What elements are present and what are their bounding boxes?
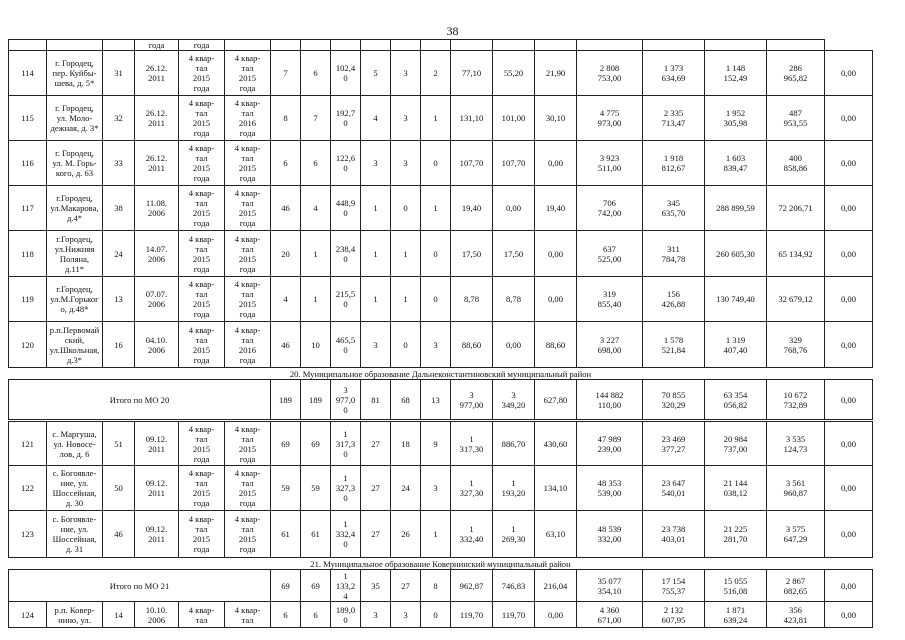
row-number: 121 [9, 422, 47, 466]
table-cell: 0,00 [535, 141, 577, 186]
table-cell: 3 [421, 322, 451, 368]
table-cell: 319 855,40 [577, 277, 643, 322]
table-cell: 1 317,3 0 [331, 422, 361, 466]
table-cell: 706 742,00 [577, 186, 643, 231]
table-cell: 33 [103, 141, 135, 186]
table-cell: 4 [271, 277, 301, 322]
table-cell: 23 738 403,01 [643, 511, 705, 558]
total-row-mo-20 [9, 380, 873, 420]
table-cell: года [179, 40, 225, 51]
table-cell [643, 40, 705, 51]
table-cell: 7 [301, 96, 331, 141]
table-cell: 192,7 0 [331, 96, 361, 141]
table-cell: 38 [103, 186, 135, 231]
table-cell: 4 квар- тал 2016 года [225, 322, 271, 368]
row-number: 120 [9, 322, 47, 368]
table-cell: 46 [103, 511, 135, 558]
table-cell: 27 [391, 570, 421, 602]
page-number: 38 [446, 24, 459, 38]
table-cell [103, 40, 135, 51]
table-cell: 6 [271, 141, 301, 186]
table-cell: 4 [361, 96, 391, 141]
table-cell: 35 077 354,10 [577, 570, 643, 602]
table-cell: 216,04 [535, 570, 577, 602]
table-cell [493, 40, 535, 51]
table-cell: 1 327,3 0 [331, 466, 361, 511]
table-row [9, 96, 873, 141]
row-number: 116 [9, 141, 47, 186]
row-address: с. Маргуша, ул. Новосе- лов, д. 6 [47, 422, 103, 466]
table-cell: 3 [361, 602, 391, 628]
section-heading: 20. Муниципальное образование Дальнеконстантиновский муниципальный район [9, 368, 873, 380]
table-cell: 27 [361, 466, 391, 511]
table-cell: 1 [421, 511, 451, 558]
table-cell: 1 871 639,24 [705, 602, 767, 628]
table-cell: 8 [421, 570, 451, 602]
table-cell: 4 квар- тал 2015 года [179, 96, 225, 141]
table-cell: 487 953,55 [767, 96, 825, 141]
table-cell: 21 225 281,70 [705, 511, 767, 558]
table-cell: 3 977,0 0 [331, 380, 361, 420]
total-label: Итого по МО 20 [9, 380, 271, 420]
table-cell: 1 918 812,67 [643, 141, 705, 186]
table-cell: 10 [301, 322, 331, 368]
section-heading-mo-21 [9, 558, 873, 570]
table-cell: 2 [421, 51, 451, 96]
table-cell: 119,70 [493, 602, 535, 628]
table-cell: 119,70 [451, 602, 493, 628]
table-cell: 189,0 0 [331, 602, 361, 628]
table-cell: 5 [361, 51, 391, 96]
table-cell: 102,4 0 [331, 51, 361, 96]
table-cell: 14.07. 2006 [135, 231, 179, 277]
table-cell: 329 768,76 [767, 322, 825, 368]
table-cell: 69 [301, 422, 331, 466]
housing-program-table [8, 39, 873, 628]
table-cell [361, 40, 391, 51]
table-cell: 31 [103, 51, 135, 96]
table-cell: 0,00 [825, 570, 873, 602]
table-cell: 51 [103, 422, 135, 466]
table-row [9, 51, 873, 96]
table-cell: 14 [103, 602, 135, 628]
table-cell: 2 808 753,00 [577, 51, 643, 96]
table-cell: 189 [301, 380, 331, 420]
table-cell: 4 квар- тал [179, 602, 225, 628]
table-cell: 2 132 607,95 [643, 602, 705, 628]
table-cell: 962,87 [451, 570, 493, 602]
table-cell: 0,00 [825, 466, 873, 511]
table-cell: 1 [421, 186, 451, 231]
table-cell: 448,9 0 [331, 186, 361, 231]
table-cell: 4 квар- тал [225, 602, 271, 628]
table-cell: 23 647 540,01 [643, 466, 705, 511]
table-cell [225, 40, 271, 51]
table-cell: 21,90 [535, 51, 577, 96]
table-cell: 1 [361, 277, 391, 322]
table-cell: 26 [391, 511, 421, 558]
table-cell: 189 [271, 380, 301, 420]
table-cell: 35 [361, 570, 391, 602]
table-cell: 1 [361, 186, 391, 231]
row-number: 119 [9, 277, 47, 322]
table-cell [271, 40, 301, 51]
table-cell: 1 [391, 231, 421, 277]
table-cell: 286 965,82 [767, 51, 825, 96]
table-row [9, 511, 873, 558]
table-cell: 9 [421, 422, 451, 466]
table-row [9, 186, 873, 231]
table-cell: 6 [301, 51, 331, 96]
table-cell: 4 квар- тал 2016 года [225, 96, 271, 141]
table-cell: 6 [301, 602, 331, 628]
table-cell: 7 [271, 51, 301, 96]
table-cell: 1 373 634,69 [643, 51, 705, 96]
table-row [9, 422, 873, 466]
table-cell: 88,60 [535, 322, 577, 368]
table-cell: 07.07. 2006 [135, 277, 179, 322]
table-cell: 48 539 332,00 [577, 511, 643, 558]
table-cell: 2 867 082,65 [767, 570, 825, 602]
table-cell: 0 [421, 141, 451, 186]
table-cell: 4 квар- тал 2015 года [225, 422, 271, 466]
table-cell: 400 858,86 [767, 141, 825, 186]
table-cell: 59 [301, 466, 331, 511]
table-cell: 260 605,30 [705, 231, 767, 277]
row-number: 124 [9, 602, 47, 628]
table-cell: 345 635,70 [643, 186, 705, 231]
table-cell: 4 квар- тал 2015 года [179, 186, 225, 231]
table-cell: 04.10. 2006 [135, 322, 179, 368]
table-cell [47, 40, 103, 51]
table-cell: 0,00 [535, 277, 577, 322]
table-cell: 63 354 056,82 [705, 380, 767, 420]
table-cell: 1 [391, 277, 421, 322]
table-cell: 430,60 [535, 422, 577, 466]
row-address: г. Городец, пер. Куйбы- шева, д. 5* [47, 51, 103, 96]
table-cell: 17,50 [451, 231, 493, 277]
table-cell: 27 [361, 422, 391, 466]
table-cell: 72 206,71 [767, 186, 825, 231]
table-cell: 4 квар- тал 2015 года [179, 141, 225, 186]
table-cell: 0,00 [825, 322, 873, 368]
table-cell: 19,40 [535, 186, 577, 231]
total-label: Итого по МО 21 [9, 570, 271, 602]
table-cell: 156 426,88 [643, 277, 705, 322]
table-cell: 13 [421, 380, 451, 420]
table-cell: 0,00 [825, 380, 873, 420]
table-cell: 0,00 [825, 186, 873, 231]
table-cell: 61 [271, 511, 301, 558]
table-cell: 465,5 0 [331, 322, 361, 368]
table-cell [301, 40, 331, 51]
table-cell: 26.12. 2011 [135, 51, 179, 96]
table-cell: 77,10 [451, 51, 493, 96]
table-cell: 1 603 839,47 [705, 141, 767, 186]
table-cell: 23 469 377,27 [643, 422, 705, 466]
table-cell: 4 квар- тал 2015 года [225, 466, 271, 511]
table-cell [451, 40, 493, 51]
table-cell: 17 154 755,37 [643, 570, 705, 602]
table-cell: 1 317,30 [451, 422, 493, 466]
table-cell: 3 923 511,00 [577, 141, 643, 186]
table-cell: 70 855 320,29 [643, 380, 705, 420]
table-cell: 6 [301, 141, 331, 186]
table-row [9, 466, 873, 511]
table-cell: 0,00 [535, 231, 577, 277]
row-number: 122 [9, 466, 47, 511]
table-cell: 32 679,12 [767, 277, 825, 322]
table-cell: 19,40 [451, 186, 493, 231]
table-cell [331, 40, 361, 51]
table-cell: 4 квар- тал 2015 года [225, 141, 271, 186]
row-address: г.Городец, ул.Нижняя Поляна, д.11* [47, 231, 103, 277]
table-cell: 6 [271, 602, 301, 628]
continued-row-fragment [9, 40, 873, 51]
table-cell: 4 квар- тал 2015 года [179, 511, 225, 558]
table-cell: 0,00 [825, 231, 873, 277]
table-cell: 20 [271, 231, 301, 277]
table-cell: 4 775 973,00 [577, 96, 643, 141]
table-cell: 0,00 [493, 186, 535, 231]
table-cell: 122,6 0 [331, 141, 361, 186]
table-cell: 0,00 [535, 602, 577, 628]
row-address: р.п. Ковер- нино, ул. [47, 602, 103, 628]
table-cell [767, 40, 825, 51]
table-cell: 356 423,81 [767, 602, 825, 628]
table-cell: 65 134,92 [767, 231, 825, 277]
table-cell: 88,60 [451, 322, 493, 368]
table-cell: 20 984 737,00 [705, 422, 767, 466]
table-cell: 3 [361, 322, 391, 368]
table-cell: 46 [271, 322, 301, 368]
table-cell: 18 [391, 422, 421, 466]
table-cell: года [135, 40, 179, 51]
table-cell: 1 [361, 231, 391, 277]
table-cell: 26.12. 2011 [135, 141, 179, 186]
table-cell: 47 989 239,00 [577, 422, 643, 466]
table-cell [9, 40, 47, 51]
table-cell: 0,00 [825, 511, 873, 558]
table-cell: 134,10 [535, 466, 577, 511]
table-cell [421, 40, 451, 51]
table-cell: 50 [103, 466, 135, 511]
table-cell: 46 [271, 186, 301, 231]
table-cell: 4 квар- тал 2015 года [179, 466, 225, 511]
table-cell: 3 [421, 466, 451, 511]
table-cell: 637 525,00 [577, 231, 643, 277]
table-cell: 130 749,40 [705, 277, 767, 322]
table-cell: 4 квар- тал 2015 года [225, 231, 271, 277]
table-cell: 3 [391, 96, 421, 141]
table-cell: 11.08. 2006 [135, 186, 179, 231]
table-cell: 3 227 698,00 [577, 322, 643, 368]
table-cell: 15 055 516,08 [705, 570, 767, 602]
table-row-partial [9, 602, 873, 628]
table-cell: 0 [421, 277, 451, 322]
table-cell: 24 [103, 231, 135, 277]
table-cell: 8,78 [493, 277, 535, 322]
table-cell: 10 672 732,89 [767, 380, 825, 420]
table-cell: 4 [301, 186, 331, 231]
table-cell: 1 [421, 96, 451, 141]
table-cell: 238,4 0 [331, 231, 361, 277]
table-cell: 17,50 [493, 231, 535, 277]
table-cell: 0,00 [825, 422, 873, 466]
table-cell: 131,10 [451, 96, 493, 141]
row-number: 118 [9, 231, 47, 277]
table-cell: 311 784,78 [643, 231, 705, 277]
table-cell [391, 40, 421, 51]
table-cell: 3 [391, 141, 421, 186]
table-cell: 4 квар- тал 2015 года [225, 51, 271, 96]
table-row [9, 277, 873, 322]
table-cell: 886,70 [493, 422, 535, 466]
table-cell: 4 360 671,00 [577, 602, 643, 628]
table-cell: 26.12. 2011 [135, 96, 179, 141]
table-cell [535, 40, 577, 51]
row-address: с. Богоявле- ние, ул. Шоссейная, д. 30 [47, 466, 103, 511]
section-heading: 21. Муниципальное образование Ковернинский муниципальный район [9, 558, 873, 570]
table-cell: 1 952 305,98 [705, 96, 767, 141]
row-address: р.п.Первомай ский, ул.Школьная, д.3* [47, 322, 103, 368]
table-cell: 3 349,20 [493, 380, 535, 420]
table-cell: 8,78 [451, 277, 493, 322]
table-cell: 4 квар- тал 2015 года [179, 51, 225, 96]
table-cell: 55,20 [493, 51, 535, 96]
table-cell: 1 327,30 [451, 466, 493, 511]
table-cell: 4 квар- тал 2015 года [179, 422, 225, 466]
table-cell: 627,80 [535, 380, 577, 420]
table-cell: 746,83 [493, 570, 535, 602]
table-cell: 21 144 038,12 [705, 466, 767, 511]
table-cell: 1 [301, 231, 331, 277]
table-cell: 0 [391, 322, 421, 368]
table-cell: 1 578 521,84 [643, 322, 705, 368]
row-address: г.Городец, ул.М.Горьког о, д.48* [47, 277, 103, 322]
table-cell: 0,00 [825, 277, 873, 322]
table-cell: 0 [421, 231, 451, 277]
table-cell: 101,00 [493, 96, 535, 141]
table-cell: 63,10 [535, 511, 577, 558]
table-cell: 215,5 0 [331, 277, 361, 322]
table-cell [705, 40, 767, 51]
table-cell: 4 квар- тал 2015 года [179, 231, 225, 277]
table-cell: 1 332,4 0 [331, 511, 361, 558]
table-cell: 1 [301, 277, 331, 322]
table-cell: 3 535 124,73 [767, 422, 825, 466]
row-number: 115 [9, 96, 47, 141]
table-cell: 3 575 647,29 [767, 511, 825, 558]
table-cell: 4 квар- тал 2015 года [225, 277, 271, 322]
section-heading-mo-20 [9, 368, 873, 380]
table-row [9, 322, 873, 368]
table-cell: 288 899,59 [705, 186, 767, 231]
table-cell: 68 [391, 380, 421, 420]
table-cell: 61 [301, 511, 331, 558]
row-address: г. Городец, ул. Моло- дежная, д. 3* [47, 96, 103, 141]
table-row [9, 231, 873, 277]
table-cell: 3 [361, 141, 391, 186]
table-cell: 2 335 713,47 [643, 96, 705, 141]
table-cell: 59 [271, 466, 301, 511]
table-cell: 13 [103, 277, 135, 322]
total-row-mo-21 [9, 570, 873, 602]
table-cell: 0,00 [825, 96, 873, 141]
table-cell: 09.12. 2011 [135, 422, 179, 466]
table-cell: 0,00 [825, 602, 873, 628]
row-number: 117 [9, 186, 47, 231]
table-cell: 1 148 152,49 [705, 51, 767, 96]
table-cell: 144 882 110,00 [577, 380, 643, 420]
table-cell: 1 269,30 [493, 511, 535, 558]
table-cell: 81 [361, 380, 391, 420]
row-address: г.Городец, ул.Макарова, д.4* [47, 186, 103, 231]
row-number: 114 [9, 51, 47, 96]
table-cell: 4 квар- тал 2015 года [179, 277, 225, 322]
table-cell: 24 [391, 466, 421, 511]
table-cell: 8 [271, 96, 301, 141]
table-cell: 4 квар- тал 2015 года [179, 322, 225, 368]
table-cell: 10.10. 2006 [135, 602, 179, 628]
table-cell: 09.12. 2011 [135, 511, 179, 558]
table-cell: 0,00 [825, 51, 873, 96]
table-cell: 3 [391, 602, 421, 628]
table-cell: 1 193,20 [493, 466, 535, 511]
row-number: 123 [9, 511, 47, 558]
table-cell: 69 [271, 422, 301, 466]
table-cell: 107,70 [451, 141, 493, 186]
table-cell: 09.12. 2011 [135, 466, 179, 511]
table-cell: 3 561 960,87 [767, 466, 825, 511]
table-cell: 4 квар- тал 2015 года [225, 186, 271, 231]
table-cell [577, 40, 643, 51]
table-cell: 48 353 539,00 [577, 466, 643, 511]
table-cell: 0 [421, 602, 451, 628]
row-address: с. Богоявле- ние, ул. Шоссейная, д. 31 [47, 511, 103, 558]
table-row [9, 141, 873, 186]
table-cell: 1 133,2 4 [331, 570, 361, 602]
table-cell: 1 319 407,40 [705, 322, 767, 368]
table-cell: 107,70 [493, 141, 535, 186]
table-cell: 16 [103, 322, 135, 368]
table-cell: 0,00 [493, 322, 535, 368]
table-cell: 27 [361, 511, 391, 558]
table-cell: 30,10 [535, 96, 577, 141]
table-cell: 69 [301, 570, 331, 602]
table-cell: 4 квар- тал 2015 года [225, 511, 271, 558]
row-address: г. Городец, ул. М. Горь- кого, д. 63 [47, 141, 103, 186]
table-cell: 32 [103, 96, 135, 141]
table-cell: 1 332,40 [451, 511, 493, 558]
table-cell: 69 [271, 570, 301, 602]
table-cell: 3 [391, 51, 421, 96]
table-cell: 3 977,00 [451, 380, 493, 420]
table-cell: 0 [391, 186, 421, 231]
table-cell: 0,00 [825, 141, 873, 186]
